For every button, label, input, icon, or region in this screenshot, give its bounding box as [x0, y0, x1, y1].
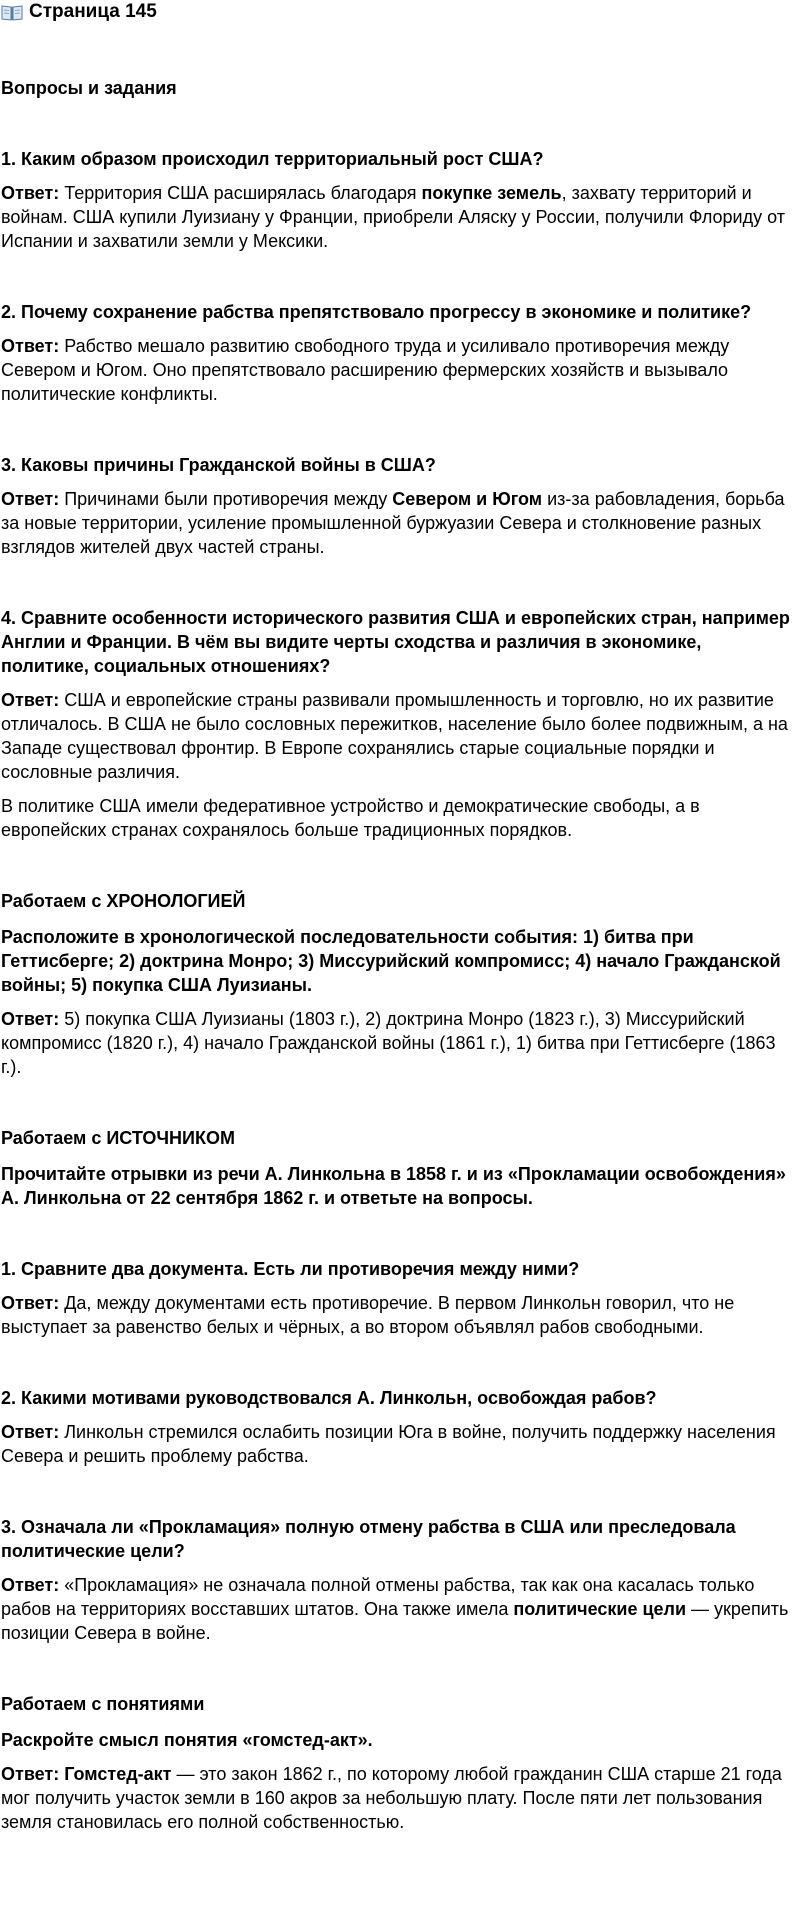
question-3: 3. Каковы причины Гражданской войны в США? — [1, 455, 436, 475]
answer-4: Ответ: США и европейские страны развивали промышленность и торговлю, но их развитие отличалось. В США не было сословных пережитков, население было более подвижным, а на Западе существовал фронтир. В Европе сохранялись старые социальные порядки и сословные различия. — [1, 690, 788, 782]
page-title-text: Страница 145 — [29, 1, 157, 22]
section-heading-concepts: Работаем с понятиями — [1, 1694, 205, 1714]
source-answer-2: Ответ: Линкольн стремился ослабить позиции Юга в войне, получить поддержку населения Севера и решить проблему рабства. — [1, 1422, 776, 1466]
answer-label: Ответ: — [1, 336, 60, 356]
answer-2: Ответ: Рабство мешало развитию свободного труда и усиливало противоречия между Севером и Югом. Оно препятствовало расширению фермерских хозяйств и вызывало политические конфликты. — [1, 336, 730, 404]
source-task: Прочитайте отрывки из речи А. Линкольна в 1858 г. и из «Прокламации освобождения» А. Линкольна от 22 сентября 1862 г. и ответьте на вопросы. — [1, 1164, 786, 1208]
chronology-task: Расположите в хронологической последовательности события: 1) битва при Геттисберге; 2) доктрина Монро; 3) Миссурийский компромисс; 4) начало Гражданской войны; 5) покупка США Луизианы. — [1, 927, 781, 995]
source-question-3: 3. Означала ли «Прокламация» полную отмену рабства в США или преследовала политические цели? — [1, 1517, 736, 1561]
question-4: 4. Сравните особенности исторического развития США и европейских стран, например Англии и Франции. В чём вы видите черты сходства и различия в экономике, политике, социальных отношениях? — [1, 608, 790, 676]
answer-label: Ответ: — [1, 1422, 60, 1442]
source-question-2: 2. Какими мотивами руководствовался А. Линкольн, освобождая рабов? — [1, 1388, 657, 1408]
question-2: 2. Почему сохранение рабства препятствовало прогрессу в экономике и политике? — [1, 302, 752, 322]
answer-label: Ответ: — [1, 1009, 60, 1029]
chronology-answer: Ответ: 5) покупка США Луизианы (1803 г.), 2) доктрина Монро (1823 г.), 3) Миссурийский компромисс (1820 г.), 4) начало Гражданской войны (1861 г.), 1) битва при Геттисберге (1863 г.). — [1, 1009, 776, 1077]
source-question-1: 1. Сравните два документа. Есть ли противоречия между ними? — [1, 1259, 580, 1279]
answer-label: Ответ: — [1, 1575, 60, 1595]
open-book-icon — [1, 3, 23, 21]
answer-3: Ответ: Причинами были противоречия между Севером и Югом из-за рабовладения, борьба за новые территории, усиление промышленной буржуазии Севера и столкновение разных взглядов жителей двух частей страны. — [1, 489, 785, 557]
answer-4-paragraph-2: В политике США имели федеративное устройство и демократические свободы, а в европейских странах сохранялось больше традиционных порядков. — [1, 796, 700, 840]
question-1: 1. Каким образом происходил территориальный рост США? — [1, 149, 544, 169]
page-title — [1, 0, 793, 24]
answer-label: Ответ: — [1, 1764, 60, 1784]
concepts-task: Раскройте смысл понятия «гомстед-акт». — [1, 1730, 373, 1750]
answer-1: Ответ: Территория США расширялась благодаря покупке земель, захвату территорий и войнам. США купили Луизиану у Франции, приобрели Аляску у России, получили Флориду от Испании и захватили земли у Мексики. — [1, 183, 785, 251]
answer-label: Ответ: — [1, 183, 60, 203]
source-answer-3: Ответ: «Прокламация» не означала полной отмены рабства, так как она касалась только рабов на территориях восставших штатов. Она также имела политические цели — укрепить позиции Севера в войне. — [1, 1575, 789, 1643]
answer-label: Ответ: — [1, 690, 60, 710]
answer-label: Ответ: — [1, 489, 60, 509]
section-heading-chronology: Работаем с ХРОНОЛОГИЕЙ — [1, 891, 246, 911]
source-answer-1: Ответ: Да, между документами есть противоречие. В первом Линкольн говорил, что не выступает за равенство белых и чёрных, а во втором объявлял рабов свободными. — [1, 1293, 735, 1337]
section-heading-questions: Вопросы и задания — [1, 78, 177, 98]
answer-label: Ответ: — [1, 1293, 60, 1313]
concepts-answer: Ответ: Гомстед-акт — это закон 1862 г., по которому любой гражданин США старше 21 года мог получить участок земли в 160 акров за небольшую плату. После пяти лет пользования земля становилась его полной собственностью. — [1, 1764, 782, 1832]
section-heading-source: Работаем с ИСТОЧНИКОМ — [1, 1128, 235, 1148]
